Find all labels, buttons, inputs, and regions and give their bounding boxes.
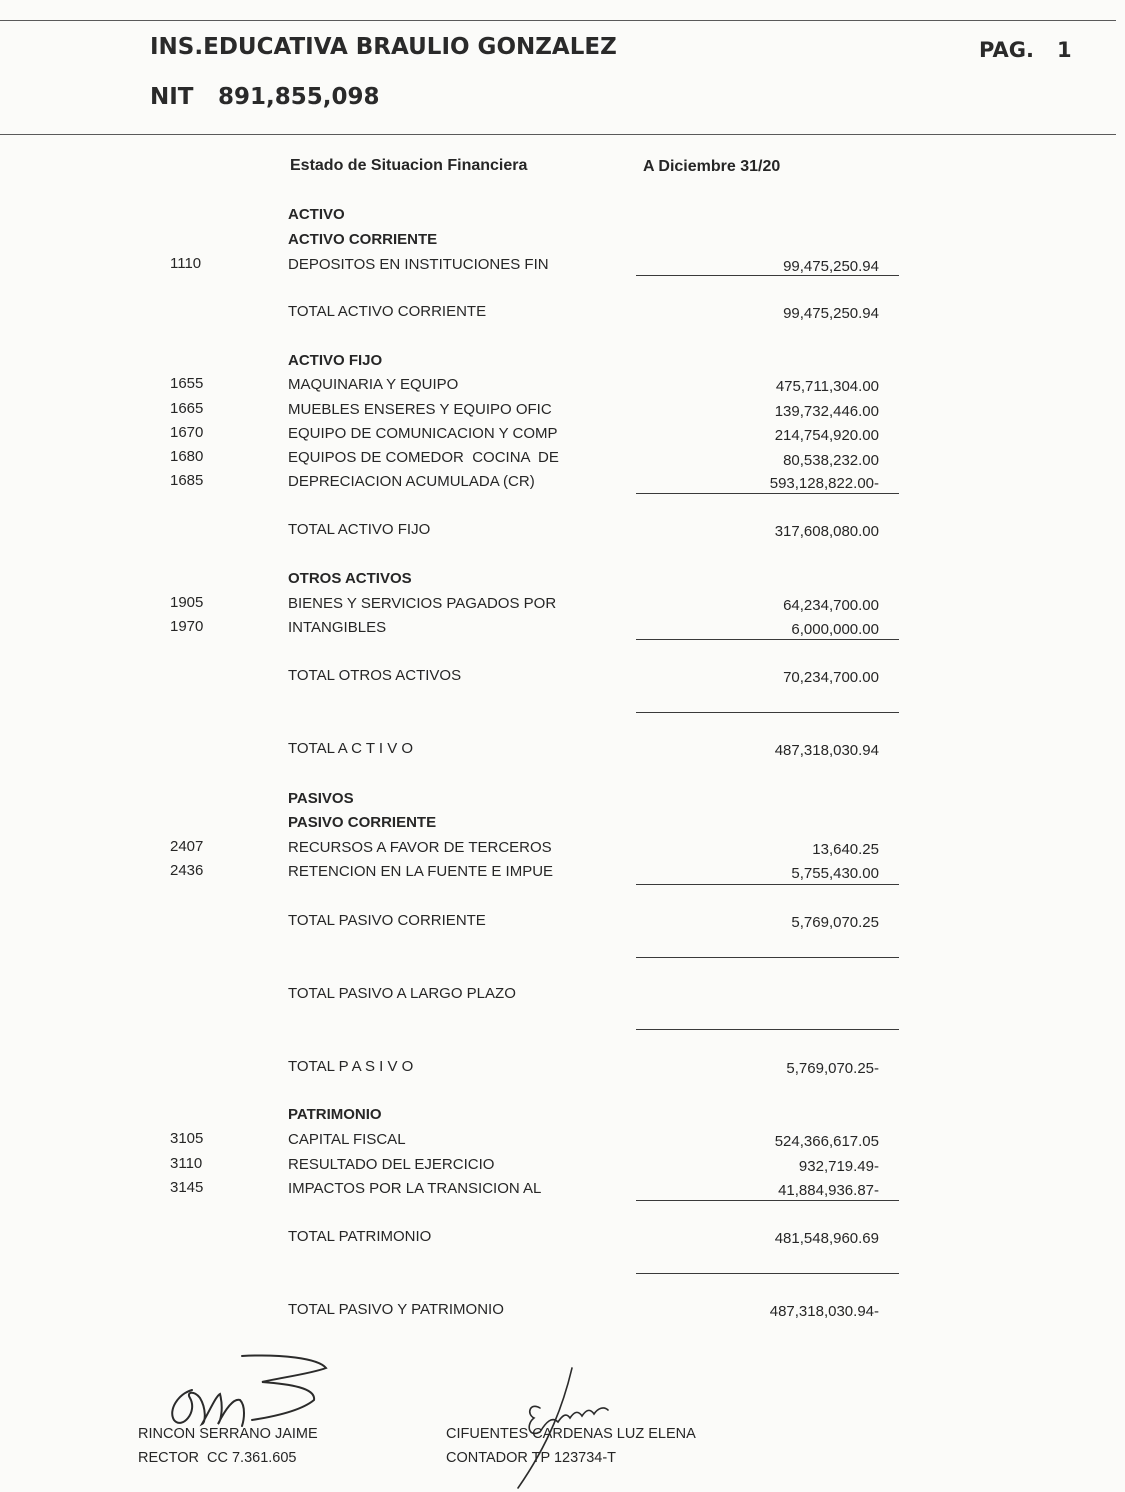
account-amount: 41,884,936.87- (778, 1182, 879, 1199)
account-code: 1685 (170, 472, 204, 489)
account-label: MAQUINARIA Y EQUIPO (288, 376, 459, 393)
account-amount: 524,366,617.05 (774, 1133, 879, 1150)
account-label: EQUIPO DE COMUNICACION Y COMP (288, 425, 558, 442)
account-amount: 5,755,430.00 (791, 865, 879, 882)
subtotal-underline (636, 493, 899, 494)
account-label: INTANGIBLES (288, 619, 387, 636)
subsection-heading-activo-corriente: ACTIVO CORRIENTE (288, 231, 438, 248)
rector-role: RECTOR CC 7.361.605 (138, 1450, 297, 1466)
subtotal-underline (636, 1273, 899, 1274)
account-label: RECURSOS A FAVOR DE TERCEROS (288, 839, 552, 856)
account-code: 1970 (170, 618, 204, 635)
account-code: 3110 (170, 1155, 203, 1172)
total-activo-label: TOTAL A C T I V O (288, 740, 414, 757)
account-code: 1110 (170, 255, 202, 272)
total-pasivo-largo-plazo-label: TOTAL PASIVO A LARGO PLAZO (288, 985, 516, 1002)
total-amount: 317,608,080.00 (774, 523, 879, 540)
contador-role: CONTADOR TP 123734-T (446, 1450, 617, 1466)
institution-name: INS.EDUCATIVA BRAULIO GONZALEZ (150, 34, 617, 60)
account-label: DEPRECIACION ACUMULADA (CR) (288, 473, 535, 490)
account-amount: 214,754,920.00 (774, 427, 879, 444)
rector-signature-icon (150, 1350, 360, 1430)
grand-total-label: TOTAL PASIVO Y PATRIMONIO (288, 1301, 504, 1318)
account-code: 2436 (170, 862, 204, 879)
account-amount: 593,128,822.00- (769, 475, 879, 492)
total-label: TOTAL OTROS ACTIVOS (288, 667, 462, 684)
account-label: RETENCION EN LA FUENTE E IMPUE (288, 863, 554, 880)
page-number: 1 (1057, 38, 1072, 62)
account-label: EQUIPOS DE COMEDOR COCINA DE (288, 449, 559, 466)
total-amount: 70,234,700.00 (783, 669, 879, 686)
total-label: TOTAL PASIVO CORRIENTE (288, 912, 486, 929)
subsection-heading-pasivo-corriente: PASIVO CORRIENTE (288, 814, 437, 831)
account-amount: 80,538,232.00 (783, 452, 879, 469)
account-amount: 6,000,000.00 (791, 621, 879, 638)
account-code: 1655 (170, 375, 204, 392)
nit-value: 891,855,098 (218, 84, 380, 110)
account-amount: 99,475,250.94 (783, 258, 879, 275)
account-label: RESULTADO DEL EJERCICIO (288, 1156, 495, 1173)
account-code: 1665 (170, 400, 204, 417)
nit-label: NIT (150, 84, 194, 110)
total-amount: 99,475,250.94 (783, 305, 879, 322)
subtotal-underline (636, 957, 899, 958)
account-code: 1680 (170, 448, 204, 465)
account-amount: 139,732,446.00 (774, 403, 879, 420)
account-label: MUEBLES ENSERES Y EQUIPO OFIC (288, 401, 552, 418)
total-pasivo-label: TOTAL P A S I V O (288, 1058, 414, 1075)
page-label: PAG. (979, 38, 1034, 62)
total-label: TOTAL ACTIVO CORRIENTE (288, 303, 487, 320)
account-label: BIENES Y SERVICIOS PAGADOS POR (288, 595, 557, 612)
rector-name: RINCON SERRANO JAIME (138, 1426, 318, 1442)
account-code: 3105 (170, 1130, 204, 1147)
total-activo-amount: 487,318,030.94 (774, 742, 879, 759)
account-code: 3145 (170, 1179, 204, 1196)
total-amount: 481,548,960.69 (774, 1230, 879, 1247)
subsection-heading-otros-activos: OTROS ACTIVOS (288, 570, 412, 587)
total-label: TOTAL ACTIVO FIJO (288, 521, 431, 538)
subtotal-underline (636, 275, 899, 276)
account-amount: 64,234,700.00 (783, 597, 879, 614)
account-amount: 13,640.25 (812, 841, 879, 858)
section-heading-pasivos: PASIVOS (288, 790, 354, 807)
account-amount: 932,719.49- (798, 1158, 879, 1175)
report-title: Estado de Situacion Financiera (290, 157, 528, 174)
total-pasivo-amount: 5,769,070.25- (786, 1060, 879, 1077)
subtotal-underline (636, 712, 899, 713)
subtotal-underline (636, 884, 899, 885)
contador-name: CIFUENTES CARDENAS LUZ ELENA (446, 1426, 696, 1442)
account-label: IMPACTOS POR LA TRANSICION AL (288, 1180, 542, 1197)
section-heading-patrimonio: PATRIMONIO (288, 1106, 382, 1123)
account-amount: 475,711,304.00 (775, 378, 879, 395)
account-label: CAPITAL FISCAL (288, 1131, 406, 1148)
header-top-rule (0, 20, 1116, 21)
account-code: 1670 (170, 424, 204, 441)
report-date: A Diciembre 31/20 (643, 158, 781, 175)
grand-total-amount: 487,318,030.94- (769, 1303, 879, 1320)
subtotal-underline (636, 1200, 899, 1201)
account-code: 1905 (170, 594, 204, 611)
subsection-heading-activo-fijo: ACTIVO FIJO (288, 352, 383, 369)
account-label: DEPOSITOS EN INSTITUCIONES FIN (288, 256, 549, 273)
account-code: 2407 (170, 838, 204, 855)
total-label: TOTAL PATRIMONIO (288, 1228, 432, 1245)
subtotal-underline (636, 1029, 899, 1030)
subtotal-underline (636, 639, 899, 640)
total-amount: 5,769,070.25 (791, 914, 879, 931)
section-heading-activo: ACTIVO (288, 206, 345, 223)
header-bottom-rule (0, 134, 1116, 135)
